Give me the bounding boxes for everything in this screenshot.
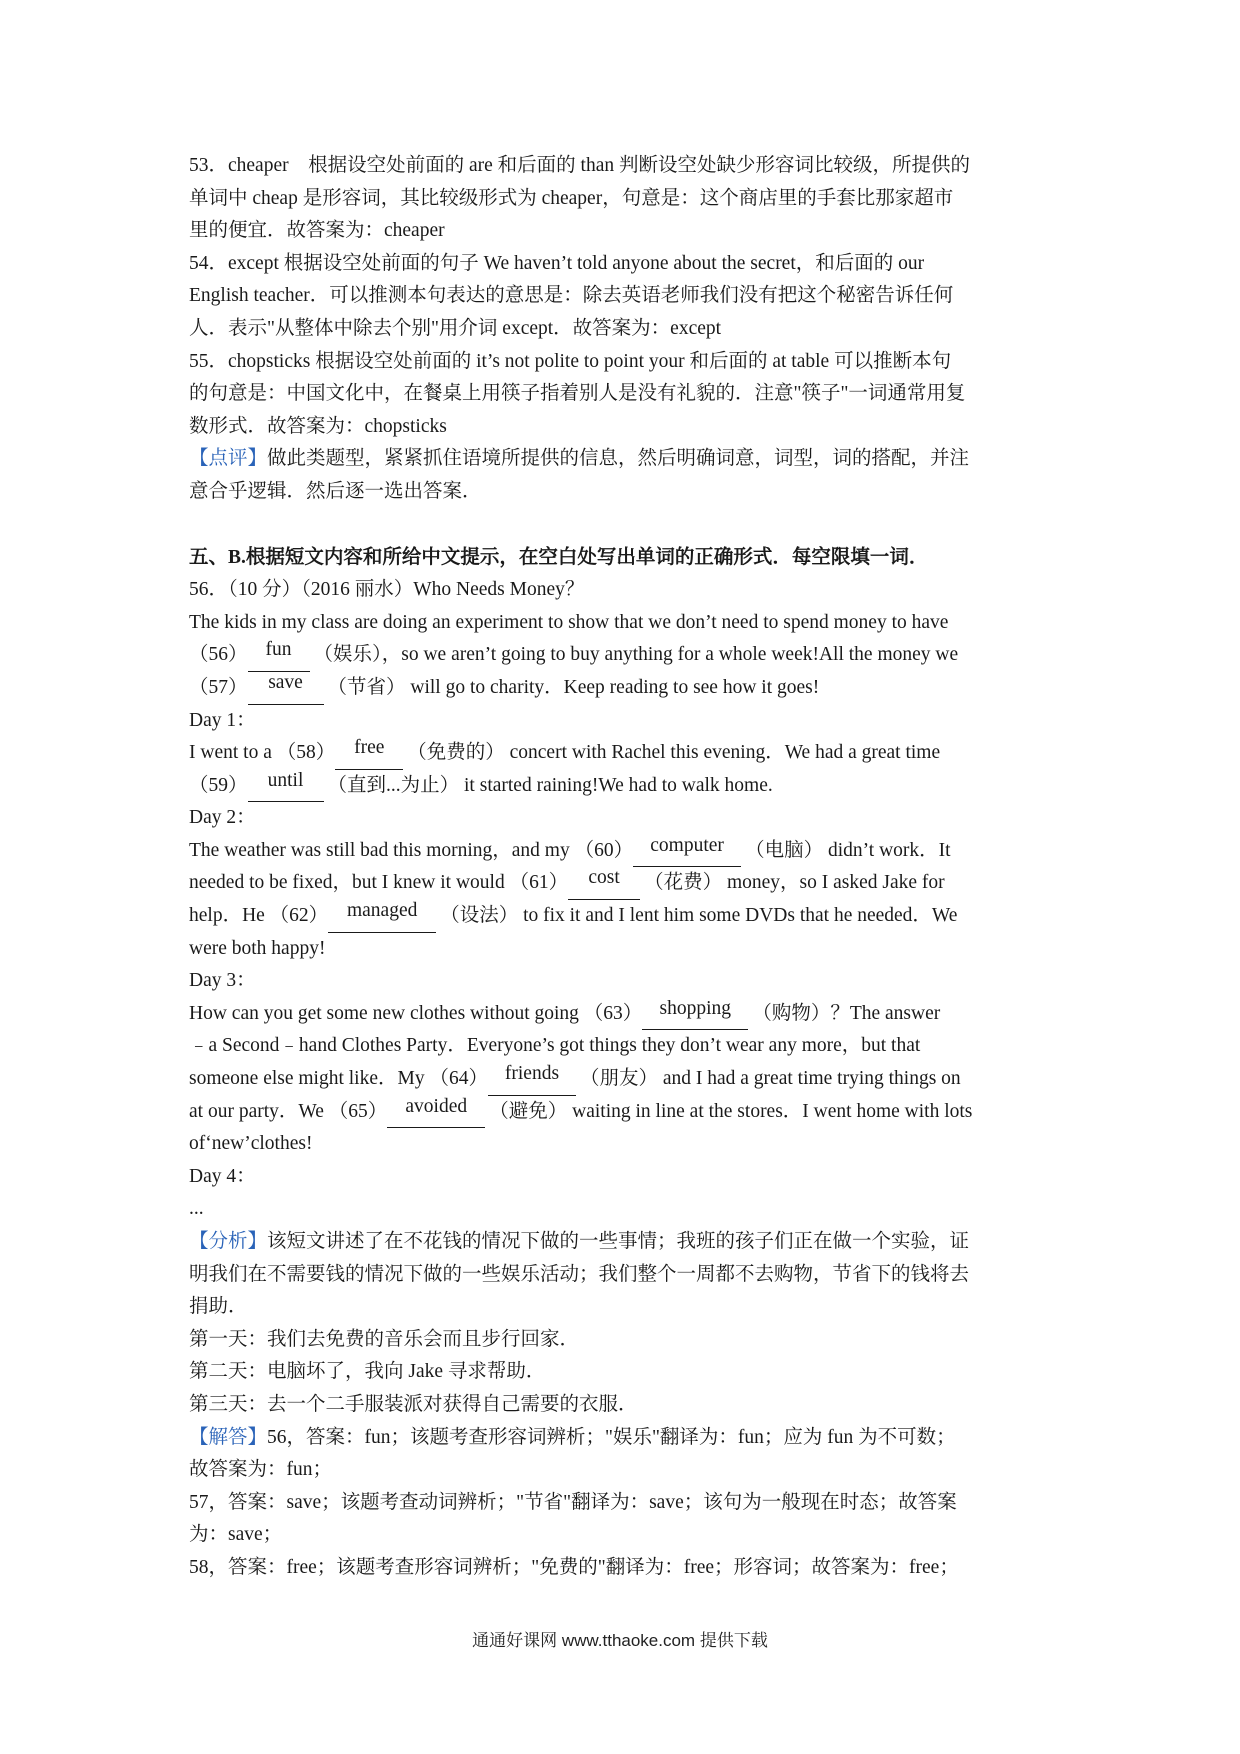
text-span: help．He （62） [189, 905, 329, 927]
passage-line [189, 900, 1057, 933]
answer-blank: cost [568, 867, 640, 900]
passage-line [189, 607, 1057, 640]
text-span: Day 1： [189, 709, 256, 731]
day-label [189, 965, 1057, 998]
ellipsis [189, 1193, 1057, 1226]
text-span: （朋友） and I had a great time trying things on [579, 1068, 961, 1090]
text-line [189, 378, 1057, 411]
text-line [189, 476, 1057, 509]
text-span: needed to be fixed，but I knew it would （61） [189, 872, 569, 894]
text-span: 第二天：电脑坏了，我向 Jake 寻求帮助． [189, 1361, 546, 1383]
day-label [189, 802, 1057, 835]
text-span: ﹣a Second﹣hand Clothes Party．Everyone’s got things they don’t wear any more，but that [189, 1035, 921, 1057]
answer-line [189, 1454, 1057, 1487]
text-line [189, 411, 1057, 444]
analysis-line [189, 1226, 1057, 1259]
spacer [189, 509, 1057, 542]
answer-blank: until [248, 770, 324, 803]
passage-line [189, 1030, 1057, 1063]
passage-line [189, 1096, 1057, 1129]
text-span: were both happy! [189, 937, 326, 959]
passage-line [189, 933, 1057, 966]
text-line [189, 313, 1057, 346]
answer-blank: avoided [387, 1096, 485, 1129]
text-line [189, 346, 1057, 379]
text-span: （节省） will go to charity．Keep reading to see how it goes! [327, 676, 820, 698]
text-span: （59） [189, 774, 248, 796]
text-span: 第一天：我们去免费的音乐会而且步行回家． [189, 1328, 580, 1350]
page-footer: 通通好课网 www.tthaoke.com 提供下载 [472, 1631, 768, 1650]
text-span: The weather was still bad this morning，and my （60） [189, 839, 634, 861]
text-span: The kids in my class are doing an experiment to show that we don’t need to spend money to have [189, 611, 949, 633]
text-span: 做此类题型，紧紧抓住语境所提供的信息，然后明确词意，词型，词的搭配，并注 [267, 448, 970, 470]
text-span: 的句意是：中国文化中，在餐桌上用筷子指着别人是没有礼貌的．注意"筷子"一词通常用复 [189, 383, 966, 405]
text-span: 数形式．故答案为：chopsticks [189, 415, 447, 437]
answer-tag: 【解答】 [189, 1426, 268, 1448]
text-span: at our party．We （65） [189, 1100, 388, 1122]
text-span: 五、B.根据短文内容和所给中文提示，在空白处写出单词的正确形式．每空限填一词． [189, 546, 929, 568]
text-span: 明我们在不需要钱的情况下做的一些娱乐活动；我们整个一周都不去购物，节省下的钱将去 [189, 1263, 970, 1285]
text-span: （娱乐），so we aren’t going to buy anything for a whole week!All the money we [313, 644, 959, 666]
answer-line [189, 1487, 1057, 1520]
answer-line [189, 1552, 1057, 1585]
text-span: 54．except 根据设空处前面的句子 We haven’t told anyone about the secret，和后面的 our [189, 252, 925, 274]
passage-line [189, 867, 1057, 900]
passage-line [189, 998, 1057, 1031]
text-line [189, 215, 1057, 248]
passage-line [189, 672, 1057, 705]
analysis-line [189, 1389, 1057, 1422]
text-span: ... [189, 1198, 204, 1220]
passage-line [189, 639, 1057, 672]
text-span: 捐助． [189, 1296, 248, 1318]
text-span: 57，答案：save；该题考查动词辨析；"节省"翻译为：save；该句为一般现在时态；故答案 [189, 1491, 957, 1513]
text-span: 56，答案：fun；该题考查形容词辨析；"娱乐"翻译为：fun；应为 fun 为不可数； [267, 1426, 956, 1448]
text-line [189, 183, 1057, 216]
passage-line [189, 1063, 1057, 1096]
section-title [189, 542, 1057, 575]
text-span: Day 2： [189, 807, 256, 829]
text-span: 为：save； [189, 1524, 283, 1546]
text-span: （设法） to fix it and I lent him some DVDs that he needed．We [440, 905, 958, 927]
text-span: 里的便宜．故答案为：cheaper [189, 220, 445, 242]
text-span: 第三天：去一个二手服装派对获得自己需要的衣服． [189, 1393, 638, 1415]
text-span: （购物）？The answer [752, 1002, 941, 1024]
day-label [189, 1161, 1057, 1194]
text-line [189, 248, 1057, 281]
text-span: 58，答案：free；该题考查形容词辨析；"免费的"翻译为：free；形容词；故答案为：free； [189, 1556, 959, 1578]
text-span: I went to a （58） [189, 742, 336, 764]
text-span: （花费） money，so I asked Jake for [644, 872, 945, 894]
text-line [189, 280, 1057, 313]
passage-line [189, 737, 1057, 770]
document-body [189, 150, 1057, 1585]
answer-blank: managed [328, 900, 436, 933]
answer-blank: friends [488, 1063, 576, 1096]
comment-line [189, 443, 1057, 476]
answer-line [189, 1422, 1057, 1455]
text-span: 55．chopsticks 根据设空处前面的 it’s not polite to point your 和后面的 at table 可以推断本句 [189, 350, 952, 372]
text-span: （56） [189, 644, 248, 666]
text-span: How can you get some new clothes without going （63） [189, 1002, 643, 1024]
analysis-line [189, 1259, 1057, 1292]
comment-tag: 【点评】 [189, 448, 268, 470]
text-span: 56．（10 分）（2016 丽水）Who Needs Money？ [189, 579, 585, 601]
answer-blank: shopping [642, 998, 748, 1031]
text-span: 单词中 cheap 是形容词，其比较级形式为 cheaper，句意是：这个商店里的手套比那家超市 [189, 187, 954, 209]
answer-blank: free [335, 737, 403, 770]
text-span: （电脑） didn’t work．It [745, 839, 951, 861]
answer-line [189, 1519, 1057, 1552]
question-header [189, 574, 1057, 607]
text-span: English teacher．可以推测本句表达的意思是：除去英语老师我们没有把这个秘密告诉任何 [189, 285, 954, 307]
text-span: Day 3： [189, 970, 256, 992]
text-span: 人．表示"从整体中除去个别"用介词 except．故答案为：except [189, 317, 722, 339]
text-span: 该短文讲述了在不花钱的情况下做的一些事情；我班的孩子们正在做一个实验，证 [267, 1231, 970, 1252]
text-span: 意合乎逻辑．然后逐一选出答案． [189, 480, 482, 502]
text-span: （避免） waiting in line at the stores．I went home with lots [489, 1100, 973, 1122]
text-line [189, 150, 1057, 183]
text-span: someone else might like．My （64） [189, 1068, 488, 1090]
answer-blank: save [248, 672, 324, 705]
text-span: （直到...为止） it started raining!We had to walk home. [327, 774, 773, 796]
analysis-line [189, 1356, 1057, 1389]
answer-blank: computer [633, 835, 741, 868]
day-label [189, 705, 1057, 738]
text-span: （57） [189, 676, 248, 698]
answer-blank: fun [248, 639, 310, 672]
passage-line [189, 1128, 1057, 1161]
text-span: of‘new’clothes! [189, 1133, 313, 1155]
passage-line [189, 770, 1057, 803]
text-span: Day 4： [189, 1165, 256, 1187]
analysis-tag: 【分析】 [189, 1231, 268, 1252]
analysis-line [189, 1324, 1057, 1357]
passage-line [189, 835, 1057, 868]
text-span: （免费的） concert with Rachel this evening．We had a great time [407, 742, 941, 764]
analysis-line [189, 1291, 1057, 1324]
text-span: 53．cheaper 根据设空处前面的 are 和后面的 than 判断设空处缺少形容词比较级，所提供的 [189, 155, 970, 176]
text-span: 故答案为：fun； [189, 1459, 332, 1481]
